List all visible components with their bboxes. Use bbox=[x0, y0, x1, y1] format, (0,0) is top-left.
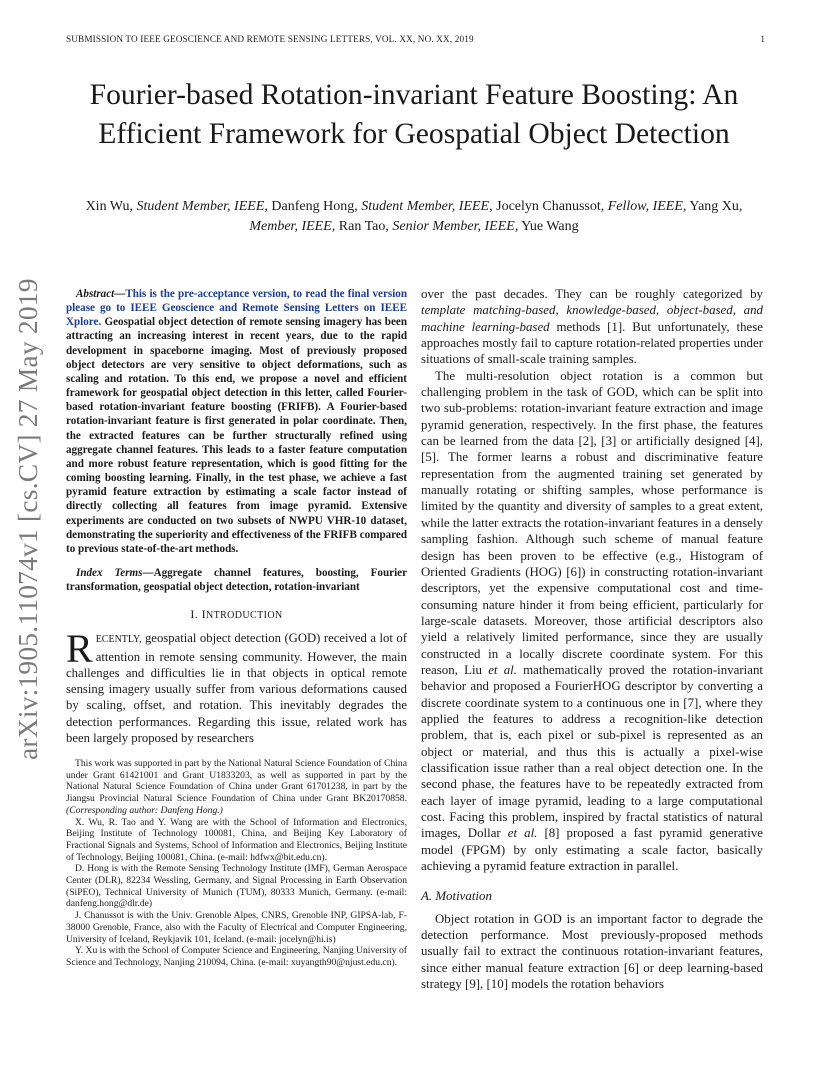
paper-title: Fourier-based Rotation-invariant Feature Boosting: An Efficient Framework for Geospatial Object Detection bbox=[89, 79, 739, 150]
author-name: Yue Wang bbox=[518, 219, 579, 234]
body-text: mathematically proved the rotation-invariant behavior and proposed a FourierHOG descriptor by converting a discrete coordinate system to a continuous one in [7], where they applied the features to address a recognition-like detection problem, that is, each pixel or sub-pixel is represented as an object or material, and thus this is actually a pixel-wise classification issue rather than a real object detection one. In the second phase, the features have to be repeatedly extracted from each layer of image pyramid, leading to a large computational cost. Facing this problem, inspired by fractal statistics of natural images, Dollar bbox=[421, 662, 763, 841]
author-name: Yang Xu, bbox=[686, 199, 743, 214]
abstract bbox=[66, 287, 407, 556]
footnote-text: J. Chanussot is with the Univ. Grenoble Alpes, CNRS, Grenoble INP, GIPSA-lab, F-38000 Grenoble, France, also with the Faculty of Electrical and Computer Engineering, University of Iceland, Reykjavik 101, Iceland. (e-mail: jocelyn@hi.is) bbox=[66, 910, 407, 945]
author-role: Senior Member, IEEE, bbox=[392, 219, 519, 234]
right-column bbox=[421, 286, 763, 992]
body-paragraph: Object rotation in GOD is an important factor to degrade the detection performance. Most previously-proposed methods usually fail to extract the continuous rotation-invariant features, since either manual feature extraction [6] or deep learning-based strategy [9], [10] models the rotation behaviors bbox=[421, 911, 763, 992]
arxiv-side-stamp: arXiv:1905.11074v1 [cs.CV] 27 May 2019 bbox=[12, 278, 43, 760]
page-number: 1 bbox=[760, 34, 765, 44]
subsection-heading-motivation: A. Motivation bbox=[421, 889, 492, 904]
footnote-text: D. Hong is with the Remote Sensing Technology Institute (IMF), German Aerospace Center (DLR), 82234 Wessling, Germany, and Signal Processing in Earth Observation (SiPEO), Technical University of Munich (TUM), 80333 Munich, Germany. (e-mail: danfeng.hong@dlr.de) bbox=[66, 863, 407, 910]
intro-text: geospatial object detection (GOD) received a lot of attention in remote sensing community. However, the main challenges and difficulties lie in that objects in optical remote sensing imagery usually suffer from various deformations caused by scaling, offset, and rotation. This inevitably degrades the detection performances. Regarding this issue, related work has been largely proposed by researchers bbox=[66, 631, 407, 745]
author-name: Xin Wu, bbox=[85, 199, 137, 214]
footnote-affiliation bbox=[66, 945, 407, 968]
author-role: Member, IEEE, bbox=[249, 219, 336, 234]
section-title-first: I bbox=[201, 607, 206, 622]
body-paragraph bbox=[421, 368, 763, 875]
author-name: Danfeng Hong, bbox=[267, 199, 362, 214]
pre-acceptance-notice[interactable]: This is the pre-acceptance version, to read the final version please go to IEEE Geoscience and Remote Sensing Letters on IEEE Xplore. bbox=[66, 288, 407, 329]
index-terms-lead: Index Terms bbox=[76, 566, 143, 579]
footnote-funding bbox=[66, 758, 407, 817]
footnote-italic: (Corresponding author: Danfeng Hong.) bbox=[66, 804, 223, 816]
section-numeral: I. bbox=[190, 607, 202, 622]
drop-cap: R bbox=[66, 626, 93, 672]
footnote-text: Y. Xu is with the School of Computer Science and Engineering, Nanjing University of Science and Technology, Nanjing 210094, China. (e-mail: xuyangth90@njust.edu.cn). bbox=[66, 945, 407, 968]
section-title-rest: NTRODUCTION bbox=[205, 610, 283, 622]
body-italic: template matching-based, knowledge-based, object-based, and machine learning-based bbox=[421, 303, 763, 334]
index-terms-body: —Aggregate channel features, boosting, Fourier transformation, geospatial object detection, rotation-invariant bbox=[66, 566, 407, 594]
author-list bbox=[60, 197, 768, 237]
footnote-text: This work was supported in part by the National Natural Science Foundation of China under Grant 61421001 and Grant U1833203, as well as supported in part by the National Natural Science Foundation of China under Grant 61701238, in part by the Jiangsu Provincial Natural Science Foundation of China under Grant BK20170858. bbox=[66, 758, 407, 805]
body-text: [8] proposed a fast pyramid generative model (FPGM) by only estimating a scale factor, basically achieving a pyramid feature extraction in parallel. bbox=[421, 826, 763, 874]
abstract-body: Geospatial object detection of remote sensing imagery has been attracting an increasing interest in recent years, due to the rapid development in spaceborne imaging. Most of previously proposed object detectors are very sensitive to object deformations, such as scaling and rotation. To this end, we propose a novel and efficient framework for geospatial object detection in this letter, called Fourier-based rotation-invariant feature boosting (FRIFB). A Fourier-based rotation-invariant feature is first generated in polar coordinate. Then, the extracted features can be further structurally refined using aggregate channel features. This leads to a faster feature computation and more robust feature representation, which is good fitting for the coming boosting learning. Finally, in the test phase, we achieve a fast pyramid feature extraction by estimating a scale factor instead of directly collecting all features from image pyramid. Extensive experiments are conducted on two subsets of NWPU VHR-10 dataset, demonstrating the superiority and effectiveness of the FRIFB compared to previous state-of-the-art methods. bbox=[66, 316, 407, 555]
body-text: The multi-resolution object rotation is a common but challenging problem in the task of GOD, which can be split into two sub-problems: rotation-invariant feature extraction and image pyramid generation, respectively. In the first phase, the features can be learned from the data [2], [3] or artificially designed [4], [5]. The former learns a robust and discriminative feature representation from the augmented training set generated by manually rotating or shifting samples, whose performance is limited by the quantity and diversity of samples to a great extent, while the latter extracts the rotation-invariant features in a densely sampling fashion. Although such scheme of manual feature design has been proven to be effective (e.g., Histogram of Oriented Gradients (HOG) [6]) in constructing rotation-invariant descriptors, yet the expensive computational cost and time-consuming nature hinder it from being efficient, particularly for large-scale datasets. Moreover, those artificial descriptors also yield a relatively limited performance, since they are usually constructed in a locally discrete coordinate system. For this reason, Liu bbox=[421, 368, 763, 677]
introduction-paragraph bbox=[66, 626, 407, 745]
author-name: Jocelyn Chanussot, bbox=[492, 199, 608, 214]
author-role: Fellow, IEEE, bbox=[607, 199, 687, 214]
footnote-affiliation bbox=[66, 817, 407, 864]
body-italic: et al. bbox=[507, 826, 538, 841]
running-header: SUBMISSION TO IEEE GEOSCIENCE AND REMOTE SENSING LETTERS, VOL. XX, NO. XX, 2019 bbox=[66, 34, 474, 44]
author-role: Student Member, IEEE, bbox=[136, 199, 268, 214]
body-italic: et al. bbox=[488, 662, 517, 677]
author-name: Ran Tao, bbox=[335, 219, 393, 234]
footnote-affiliation bbox=[66, 910, 407, 945]
section-heading-introduction bbox=[66, 606, 407, 624]
author-role: Student Member, IEEE, bbox=[361, 199, 493, 214]
index-terms bbox=[66, 566, 407, 594]
abstract-dash: — bbox=[114, 288, 126, 300]
footnotes bbox=[66, 758, 407, 969]
footnote-affiliation bbox=[66, 863, 407, 910]
left-column bbox=[66, 287, 407, 746]
body-text: methods [1]. But unfortunately, these approaches mostly fail to capture rotation-related properties under situations of small-scale training samples. bbox=[421, 319, 763, 367]
intro-caps: ECENTLY, bbox=[95, 634, 142, 646]
footnote-text: X. Wu, R. Tao and Y. Wang are with the School of Information and Electronics, Beijing Institute of Technology 100081, China, and Beijing Key Laboratory of Fractional Signals and Systems, School of Information and Electronics, Beijing Institute of Technology, Beijing 100081, China. (e-mail: hdfwx@bit.edu.cn). bbox=[66, 816, 407, 863]
body-text: over the past decades. They can be roughly categorized by bbox=[421, 287, 763, 301]
body-paragraph bbox=[421, 286, 763, 368]
abstract-lead: Abstract bbox=[76, 288, 115, 300]
